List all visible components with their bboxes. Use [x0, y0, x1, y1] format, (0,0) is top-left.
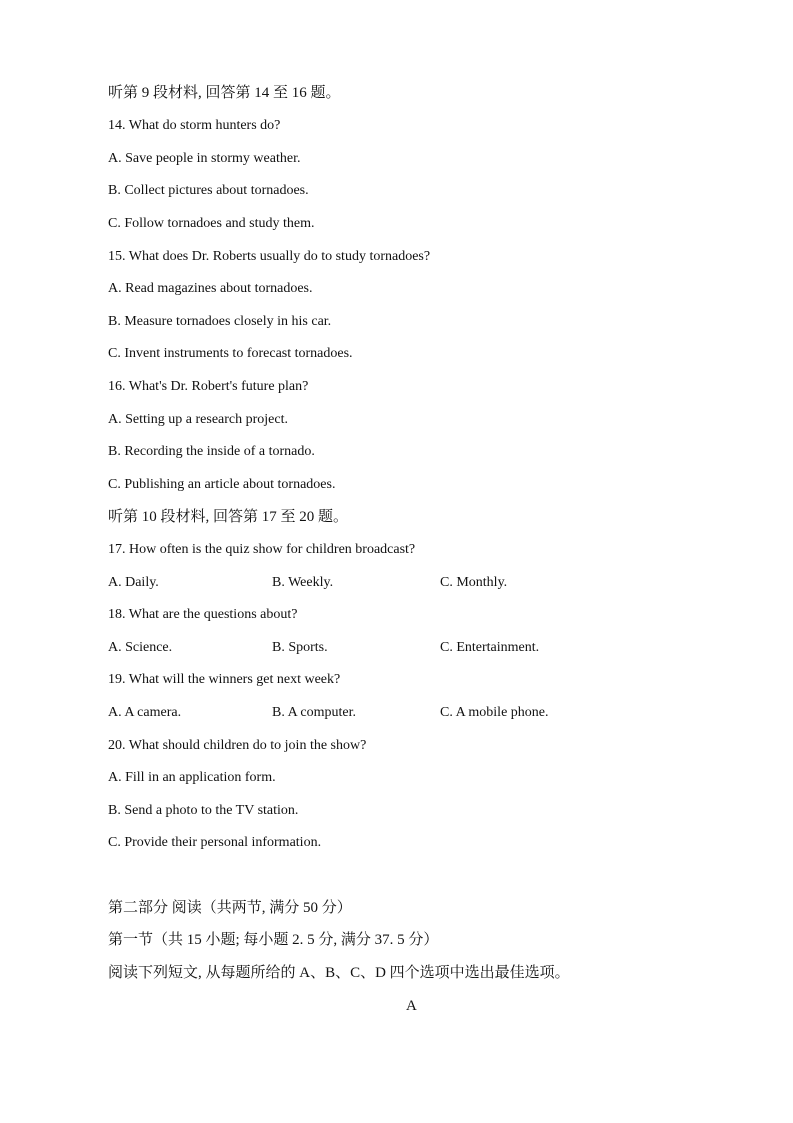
option-16c: C. Publishing an article about tornadoes. [108, 477, 336, 492]
option-19a: A. A camera. [108, 705, 182, 720]
option-18b: B. Sports. [272, 640, 328, 655]
question-16: 16. What's Dr. Robert's future plan? [108, 379, 309, 394]
option-17a: A. Daily. [108, 575, 159, 590]
question-19: 19. What will the winners get next week? [108, 672, 341, 687]
section9-heading: 听第 9 段材料, 回答第 14 至 16 题。 [108, 85, 341, 101]
reading-section-heading: 第一节（共 15 小题; 每小题 2. 5 分, 满分 37. 5 分） [108, 932, 439, 948]
option-20b: B. Send a photo to the TV station. [108, 803, 299, 818]
option-14b: B. Collect pictures about tornadoes. [108, 183, 309, 198]
option-18a: A. Science. [108, 640, 173, 655]
option-15a: A. Read magazines about tornadoes. [108, 281, 313, 296]
option-19c: C. A mobile phone. [440, 705, 549, 720]
option-16a: A. Setting up a research project. [108, 412, 288, 427]
option-17c: C. Monthly. [440, 575, 508, 590]
option-19b: B. A computer. [272, 705, 356, 720]
option-17b: B. Weekly. [272, 575, 334, 590]
option-15c: C. Invent instruments to forecast tornadoes. [108, 346, 353, 361]
option-14a: A. Save people in stormy weather. [108, 151, 301, 166]
option-20a: A. Fill in an application form. [108, 770, 276, 785]
section10-heading: 听第 10 段材料, 回答第 17 至 20 题。 [108, 509, 349, 525]
question-15: 15. What does Dr. Roberts usually do to study tornadoes? [108, 249, 431, 264]
question-17: 17. How often is the quiz show for children broadcast? [108, 542, 416, 557]
option-18c: C. Entertainment. [440, 640, 540, 655]
option-16b: B. Recording the inside of a tornado. [108, 444, 315, 459]
question-20: 20. What should children do to join the show? [108, 738, 367, 753]
passage-label: A [406, 998, 417, 1014]
option-14c: C. Follow tornadoes and study them. [108, 216, 315, 231]
question-18: 18. What are the questions about? [108, 607, 298, 622]
option-15b: B. Measure tornadoes closely in his car. [108, 314, 332, 329]
question-14: 14. What do storm hunters do? [108, 118, 281, 133]
option-20c: C. Provide their personal information. [108, 835, 322, 850]
reading-instruction: 阅读下列短文, 从每题所给的 A、B、C、D 四个选项中选出最佳选项。 [108, 965, 570, 981]
reading-part-heading: 第二部分 阅读（共两节, 满分 50 分） [108, 900, 352, 916]
